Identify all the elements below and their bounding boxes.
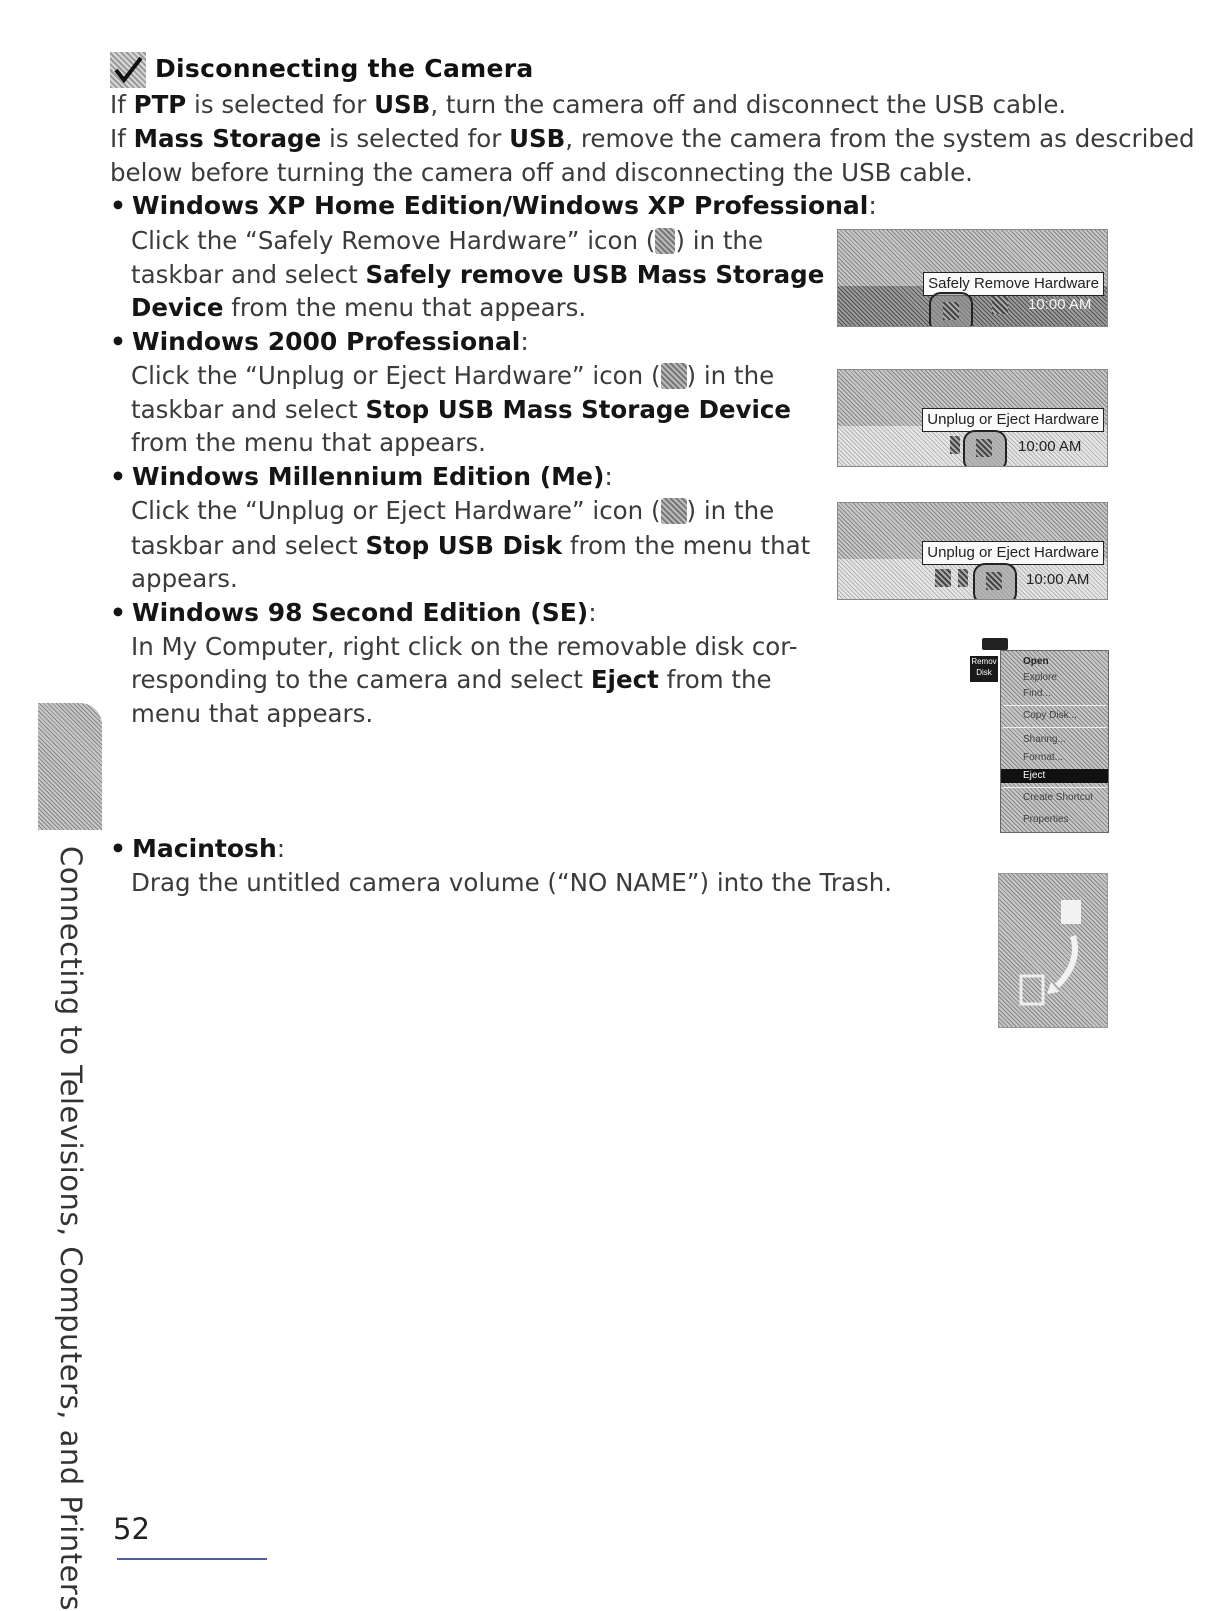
safely-remove-tray-icon: [943, 302, 959, 320]
taskbar-clock: 10:00 AM: [1018, 438, 1082, 455]
chapter-side-label: Connecting to Televisions, Computers, and Printers: [54, 846, 88, 1611]
context-menu-item-properties[interactable]: Properties: [1023, 814, 1069, 825]
xp-taskbar-screenshot: [837, 229, 1108, 327]
me-instruction-line-1: Click the “Unplug or Eject Hardware” icon ( ) in the: [131, 496, 775, 525]
intro-paragraph-2-line-2: below before turning the camera off and disconnecting the USB cable.: [110, 158, 973, 187]
footer-rule: [117, 1558, 267, 1560]
intro-paragraph-1: If PTP is selected for USB, turn the camera off and disconnect the USB cable.: [110, 90, 1067, 119]
unplug-eject-hardware-icon: [661, 363, 687, 389]
context-menu-item-find[interactable]: Find...: [1023, 688, 1051, 699]
xp-instruction-line-2: taskbar and select Safely remove USB Mass Storage: [131, 260, 825, 289]
w2000-instruction-line-1: Click the “Unplug or Eject Hardware” icon ( ) in the: [131, 361, 775, 390]
w2000-instruction-line-3: from the menu that appears.: [131, 428, 486, 457]
unplug-eject-hardware-icon: [661, 498, 687, 524]
xp-instruction-line-1: Click the “Safely Remove Hardware” icon ( ) in the: [131, 226, 764, 255]
monitor-tray-icon: [935, 569, 951, 587]
bullet-windows-xp: • Windows XP Home Edition/Windows XP Professional:: [110, 191, 877, 220]
removable-disk-drive-icon: [982, 638, 1008, 650]
me-taskbar-screenshot: [837, 502, 1108, 600]
context-menu-item-explore[interactable]: Explore: [1023, 672, 1057, 683]
trash-icon: [1021, 976, 1043, 1004]
bullet-windows-98se: • Windows 98 Second Edition (SE):: [110, 598, 597, 627]
bullet-macintosh: • Macintosh:: [110, 834, 286, 863]
context-menu-item-copy-disk[interactable]: Copy Disk...: [1023, 710, 1077, 721]
me-instruction-line-3: appears.: [131, 564, 238, 593]
w98-instruction-line-2: responding to the camera and select Eject from the: [131, 665, 772, 694]
taskbar-clock: 10:00 AM: [1026, 571, 1090, 588]
intro-paragraph-2: If Mass Storage is selected for USB, remove the camera from the system as described: [110, 124, 1195, 153]
safely-remove-hardware-icon: [655, 228, 675, 254]
xp-instruction-line-3: Device from the menu that appears.: [131, 293, 587, 322]
w98-instruction-line-3: menu that appears.: [131, 699, 374, 728]
speaker-tray-icon: [958, 569, 968, 587]
bullet-windows-2000: • Windows 2000 Professional:: [110, 327, 529, 356]
tooltip-unplug-eject-hardware: Unplug or Eject Hardware: [922, 541, 1104, 565]
note-check-icon: [110, 52, 146, 88]
me-instruction-line-2: taskbar and select Stop USB Disk from the menu that: [131, 531, 811, 560]
tray-icon: [992, 296, 1008, 314]
speaker-tray-icon: [950, 436, 960, 454]
tooltip-unplug-eject-hardware: Unplug or Eject Hardware: [922, 408, 1104, 432]
removable-disk-label: Remov Disk: [970, 656, 998, 682]
context-menu-item-eject[interactable]: Eject: [1001, 769, 1108, 783]
context-menu-item-format[interactable]: Format...: [1023, 752, 1064, 763]
bullet-windows-me: • Windows Millennium Edition (Me):: [110, 462, 613, 491]
chapter-tab: [38, 703, 102, 830]
section-heading: Disconnecting the Camera: [155, 54, 534, 83]
menu-separator: [1003, 727, 1106, 728]
camera-volume-icon: [1061, 900, 1081, 924]
menu-separator: [1003, 787, 1106, 788]
mac-drag-to-trash-screenshot: [998, 873, 1108, 1028]
w2000-taskbar-screenshot: [837, 369, 1108, 467]
w2000-instruction-line-2: taskbar and select Stop USB Mass Storage Device: [131, 395, 792, 424]
context-menu-screenshot: [1000, 650, 1109, 833]
page-number: 52: [113, 1512, 150, 1546]
taskbar-clock: 10:00 AM: [1028, 296, 1092, 313]
tooltip-safely-remove-hardware: Safely Remove Hardware: [923, 272, 1104, 296]
unplug-eject-tray-icon: [986, 572, 1002, 590]
w98-instruction-line-1: In My Computer, right click on the removable disk cor-: [131, 632, 798, 661]
context-menu-item-sharing[interactable]: Sharing...: [1023, 734, 1066, 745]
context-menu-item-create-shortcut[interactable]: Create Shortcut: [1023, 792, 1094, 803]
menu-separator: [1003, 705, 1106, 706]
unplug-eject-tray-icon: [976, 439, 992, 457]
context-menu-item-open[interactable]: Open: [1023, 656, 1049, 667]
mac-instruction-line-1: Drag the untitled camera volume (“NO NAME”) into the Trash.: [131, 868, 893, 897]
drag-arrow-icon: [1057, 936, 1075, 986]
